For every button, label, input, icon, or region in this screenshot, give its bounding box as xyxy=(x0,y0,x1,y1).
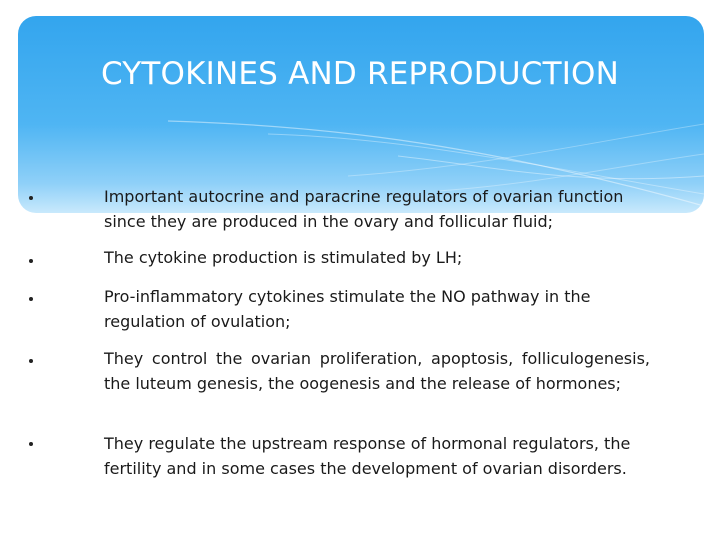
bullet-text: They regulate the upstream response of hormonal regulators, the fertility and in some cases the development of ovarian disorders. xyxy=(104,434,631,478)
bullet-text: Pro-inflammatory cytokines stimulate the NO pathway in the regulation of ovulation; xyxy=(104,287,591,331)
bullet-text: Important autocrine and paracrine regulators of ovarian function since they are produced in the ovary and follicular fluid; xyxy=(104,187,624,231)
bullet-dot-icon xyxy=(29,297,33,301)
bullet-text: They control the ovarian proliferation, apoptosis, folliculogenesis, the luteum genesis, the oogenesis and the release of hormones; xyxy=(104,349,650,393)
bullet-dot-icon xyxy=(29,259,33,263)
bullet-text: The cytokine production is stimulated by LH; xyxy=(104,248,463,267)
slide-title: CYTOKINES AND REPRODUCTION xyxy=(100,56,620,92)
bullet-dot-icon xyxy=(29,196,33,200)
bullet-dot-icon xyxy=(29,359,33,363)
bullet-dot-icon xyxy=(29,442,33,446)
